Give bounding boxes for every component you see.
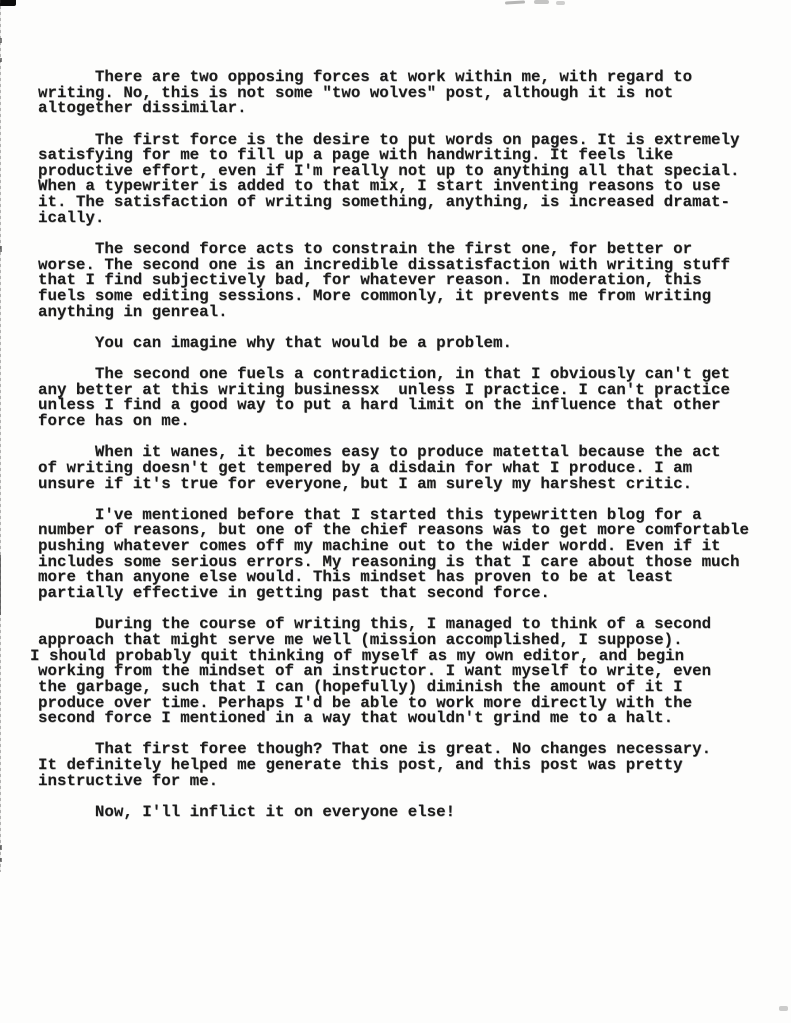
paragraph-7 [38, 505, 778, 603]
text-line: unsure if it's true for everyone, but I am surely my harshest critic. [38, 474, 693, 493]
scan-edge-tick [0, 845, 2, 850]
text-line: fuels some editing sessions. More commonly, it prevents me from writing [38, 286, 712, 305]
text-line: produce over time. Perhaps I'd be able to work more directly with the [38, 693, 693, 712]
text-line: that I find subjectively bad, for whatever reason. In moderation, this [38, 271, 702, 290]
scan-smudge-top [534, 0, 549, 4]
scan-left-edge-line [0, 0, 1, 872]
scan-smudge-top [556, 1, 565, 5]
paragraph-1 [38, 70, 778, 117]
scan-edge-tick [0, 38, 2, 43]
text-line: includes some serious errors. My reasoning is that I care about those much [38, 552, 740, 571]
text-line: the garbage, such that I can (hopefully) diminish the amount of it I [38, 677, 683, 696]
text-line: anything in genreal. [38, 302, 228, 321]
text-line: more than anyone else would. This mindset has proven to be at least [38, 568, 674, 587]
scan-corner-mark [0, 0, 16, 6]
text-line: The first force is the desire to put words on pages. It is extremely [38, 130, 740, 149]
text-line: number of reasons, but one of the chief reasons was to get more comfortable [38, 521, 749, 540]
text-line: writing. No, this is not some "two wolves" post, although it is not [38, 83, 674, 102]
text-line: There are two opposing forces at work within me, with regard to [38, 68, 693, 86]
document-body [30, 68, 778, 836]
scan-left-edge-line-dark-segment [0, 555, 1, 615]
paragraph-5 [38, 367, 778, 430]
text-line: it. The satisfaction of writing something, anything, is increased dramat- [38, 193, 731, 212]
scan-edge-tick [0, 58, 2, 62]
text-line: During the course of writing this, I managed to think of a second [38, 615, 712, 634]
scan-edge-tick [0, 858, 2, 862]
text-line: That first foree though? That one is great. No changes necessary. [38, 740, 712, 759]
text-line: unless I find a good way to put a hard limit on the influence that other [38, 396, 721, 415]
text-line: worse. The second one is an incredible dissatisfaction with writing stuff [38, 255, 731, 274]
text-line: The second one fuels a contradiction, in that I obviously can't get [38, 365, 731, 384]
scan-edge-tick [0, 246, 2, 252]
paragraph-3 [38, 242, 778, 320]
text-line: pushing whatever comes off my machine out to the wider wordd. Even if it [38, 537, 721, 556]
text-line: Now, I'll inflict it on everyone else! [38, 802, 456, 821]
text-line: approach that might serve me well (mission accomplished, I suppose). [38, 630, 683, 649]
text-line: satisfying for me to fill up a page with handwriting. It feels like [38, 146, 674, 165]
text-line: I should probably quit thinking of myself as my own editor, and begin [30, 646, 685, 665]
paragraph-6 [38, 445, 778, 492]
text-line: of writing doesn't get tempered by a disdain for what I produce. I am [38, 458, 693, 477]
text-line: It definitely helped me generate this post, and this post was pretty [38, 756, 683, 775]
paragraph-4 [38, 333, 778, 352]
text-line: You can imagine why that would be a problem. [38, 333, 512, 352]
text-line: partially effective in getting past that second force. [38, 584, 550, 603]
scan-smudge-top [505, 0, 525, 4]
paragraph-10 [38, 802, 778, 821]
text-line: working from the mindset of an instructor. I want myself to write, even [38, 662, 712, 681]
text-line: When it wanes, it becomes easy to produce matettal because the act [38, 443, 721, 462]
paragraph-9 [38, 742, 778, 789]
text-line: altogether dissimilar. [38, 99, 247, 118]
text-line: I've mentioned before that I started this typewritten blog for a [38, 505, 702, 524]
scan-smudge-bottom-right [779, 1006, 788, 1011]
text-line: any better at this writing businessx unless I practice. I can't practice [38, 380, 731, 399]
text-line: instructive for me. [38, 771, 219, 790]
text-line: productive effort, even if I'm really not up to anything all that special. [38, 161, 740, 180]
text-line: force has on me. [38, 412, 190, 431]
paragraph-2 [38, 130, 778, 227]
paragraph-8 [30, 615, 778, 728]
text-line: The second force acts to constrain the first one, for better or [38, 240, 693, 259]
text-line: When a typewriter is added to that mix, I start inventing reasons to use [38, 177, 721, 196]
text-line: second force I mentioned in a way that wouldn't grind me to a halt. [38, 709, 674, 728]
text-line: ically. [38, 208, 105, 227]
